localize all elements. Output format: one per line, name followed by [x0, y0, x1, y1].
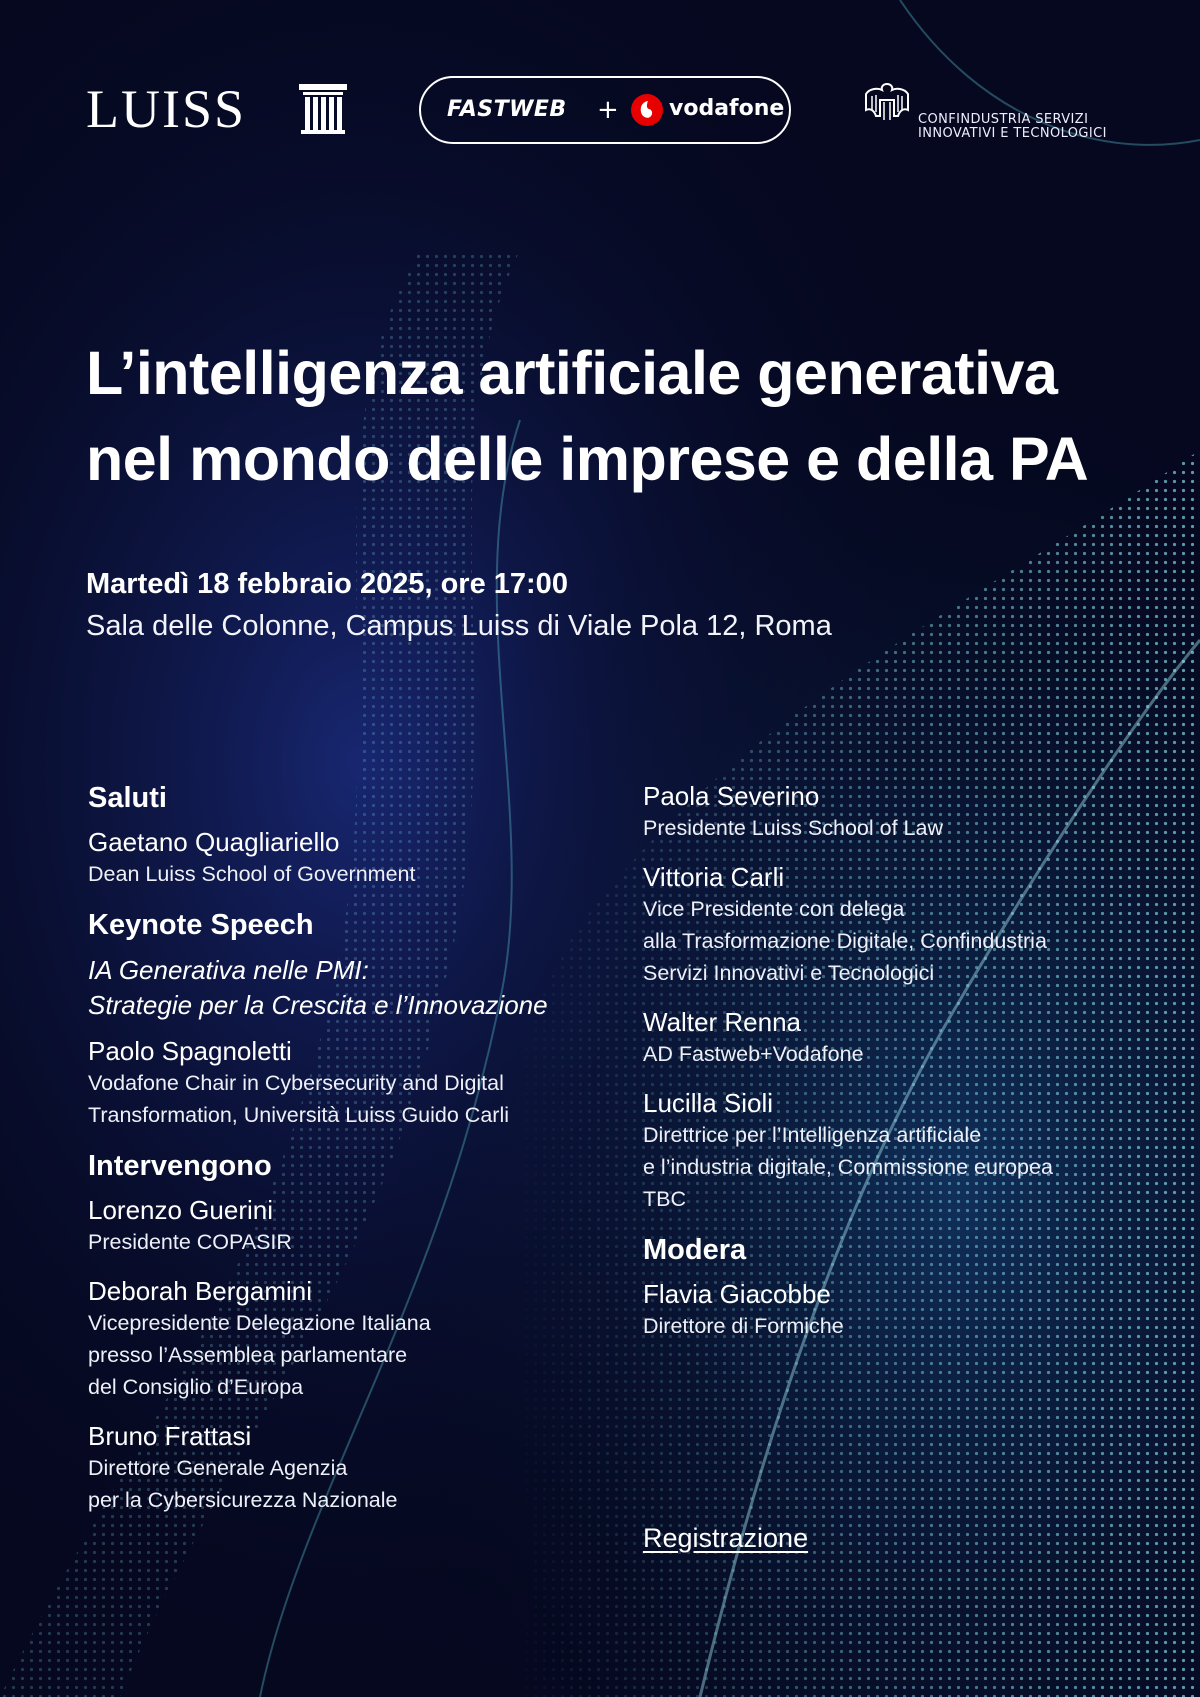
speaker-name: Gaetano Quagliariello [88, 827, 340, 857]
speaker-name: Bruno Frattasi [88, 1421, 252, 1451]
program-left-column [88, 780, 608, 1533]
section-heading-intervengono: Intervengono [88, 1150, 272, 1182]
speaker-entry [88, 826, 608, 890]
speaker-role: Vodafone Chair in Cybersecurity and Digital Transformation, Università Luiss Guido Carli [88, 1071, 509, 1127]
section-heading-keynote: Keynote Speech [88, 909, 314, 941]
vodafone-speechmark-icon [631, 94, 663, 126]
speaker-name: Deborah Bergamini [88, 1276, 313, 1306]
event-title-line-1: L’intelligenza artificiale generativa [86, 339, 1058, 407]
plus-sign: + [597, 95, 619, 125]
fastweb-logo: FASTWEB [447, 97, 567, 122]
column-icon [297, 84, 349, 134]
section-intervengono [88, 1148, 608, 1516]
speaker-name: Flavia Giacobbe [643, 1279, 831, 1309]
registration-link[interactable]: Registrazione [643, 1523, 809, 1553]
speaker-name: Paola Severino [643, 781, 820, 811]
speaker-role: Direttore di Formiche [643, 1314, 844, 1338]
vodafone-logo: vodafone [669, 96, 785, 121]
keynote-talk-title: IA Generativa nelle PMI: Strategie per la Crescita e l’Innovazione [88, 955, 548, 1020]
confindustria-logo-text [918, 113, 1107, 141]
speaker-entry [88, 1420, 608, 1516]
event-title-line-2: nel mondo delle imprese e della PA [86, 425, 1089, 493]
speaker-entry [643, 1006, 1163, 1070]
speaker-role: Direttrice per l’Intelligenza artificiale e l’industria digitale, Commissione europea TBC [643, 1123, 1053, 1211]
speaker-role: Vice Presidente con delega alla Trasformazione Digitale, Confindustria Servizi Innovativi e Tecnologici [643, 897, 1047, 985]
speaker-name: Lorenzo Guerini [88, 1195, 273, 1225]
speaker-entry [643, 780, 1163, 844]
speaker-role: Direttore Generale Agenzia per la Cybersicurezza Nazionale [88, 1456, 398, 1512]
speaker-role: Vicepresidente Delegazione Italiana presso l’Assemblea parlamentare del Consiglio d’Europa [88, 1311, 431, 1399]
speaker-entry [643, 861, 1163, 989]
speaker-entry [88, 1035, 608, 1131]
speaker-name: Paolo Spagnoletti [88, 1036, 292, 1066]
section-saluti [88, 780, 608, 890]
confindustria-line-2: INNOVATIVI E TECNOLOGICI [918, 126, 1107, 141]
speaker-role: Presidente COPASIR [88, 1230, 292, 1254]
speaker-role: Presidente Luiss School of Law [643, 816, 943, 840]
partner-logo-badge [419, 76, 791, 144]
section-heading-modera: Modera [643, 1234, 747, 1266]
speaker-entry [643, 1087, 1163, 1215]
speaker-name: Lucilla Sioli [643, 1088, 774, 1118]
speaker-name: Walter Renna [643, 1007, 801, 1037]
speaker-entry [643, 1278, 1163, 1342]
section-modera [643, 1232, 1163, 1342]
speaker-role: Dean Luiss School of Government [88, 862, 416, 886]
confindustria-line-1: CONFINDUSTRIA SERVIZI [918, 112, 1089, 127]
section-heading-saluti: Saluti [88, 782, 167, 814]
luiss-logo: LUISS [86, 79, 247, 139]
event-date: Martedì 18 febbraio 2025, ore 17:00 [86, 568, 568, 600]
speaker-name: Vittoria Carli [643, 862, 785, 892]
event-venue: Sala delle Colonne, Campus Luiss di Viale Pola 12, Roma [86, 610, 832, 642]
speaker-entry [88, 1275, 608, 1403]
program-right-column [643, 780, 1163, 1359]
confindustria-eagle-icon [864, 80, 910, 126]
speaker-role: AD Fastweb+Vodafone [643, 1042, 864, 1066]
event-title [86, 330, 1166, 502]
speaker-entry [88, 1194, 608, 1258]
section-keynote [88, 907, 608, 1131]
